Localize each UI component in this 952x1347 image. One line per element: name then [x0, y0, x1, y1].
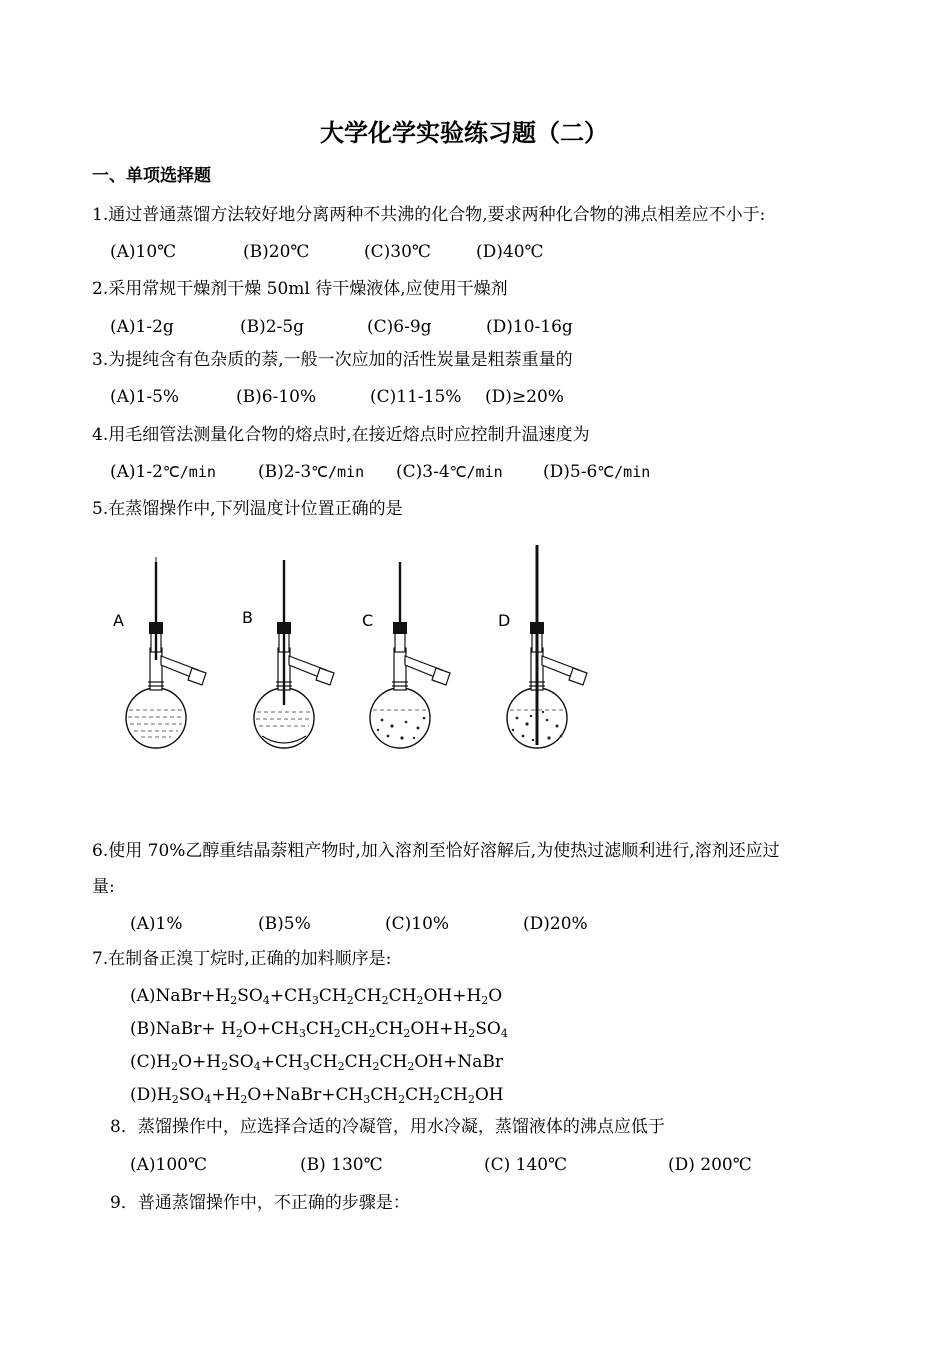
question-5-text: 5.在蒸馏操作中,下列温度计位置正确的是: [92, 499, 403, 519]
figure-label-d: D: [498, 611, 511, 630]
question-9-text: 9．普通蒸馏操作中，不正确的步骤是：: [110, 1193, 410, 1213]
q2-option-c: (C)6-9g: [367, 317, 432, 337]
q7-option-c: $(C)H_2O+H_2SO_4+CH_3CH_2CH_2CH_2OH+NaBr$: [130, 1052, 503, 1073]
apparatus-b: [254, 560, 334, 748]
q2-option-d: (D)10-16g: [486, 317, 573, 337]
q1-option-c: (C)30℃: [364, 242, 431, 262]
q1-option-d: (D)40℃: [476, 242, 544, 262]
q8-option-d: (D) 200℃: [668, 1155, 752, 1175]
question-2-text: 2.采用常规干燥剂干燥 50ml 待干燥液体,应使用干燥剂: [92, 279, 508, 299]
q6-option-d: (D)20%: [523, 914, 588, 934]
question-1-text: 1.通过普通蒸馏方法较好地分离两种不共沸的化合物,要求两种化合物的沸点相差应不小于:: [92, 205, 766, 225]
q7-option-b: (B)NaBr+ $H_2O+CH_3CH_2CH_2CH_2OH+H_2SO_4$: [130, 1019, 508, 1040]
question-7-text: 7.在制备正溴丁烷时,正确的加料顺序是:: [92, 949, 392, 969]
q4-option-b: (B)2-3℃/min: [258, 462, 365, 482]
figure-label-a: A: [113, 611, 124, 630]
q1-option-b: (B)20℃: [243, 242, 310, 262]
question-3-text: 3.为提纯含有色杂质的萘,一般一次应加的活性炭量是粗萘重量的: [92, 350, 573, 370]
q3-option-b: (B)6-10%: [236, 387, 317, 407]
q3-option-c: (C)11-15%: [370, 387, 462, 407]
q8-option-a: (A)100℃: [130, 1155, 208, 1175]
q3-option-a: (A)1-5%: [110, 387, 180, 407]
q7-option-d: $(D)H_2SO_4+H_2O+NaBr+CH_3CH_2CH_2CH_2OH$: [130, 1085, 504, 1106]
q3-option-d: (D)≥20%: [485, 387, 564, 407]
section-heading: 一、单项选择题: [92, 166, 211, 186]
q8-option-b: (B) 130℃: [300, 1155, 383, 1175]
q4-option-c: (C)3-4℃/min: [396, 462, 503, 482]
q6-option-a: (A)1%: [130, 914, 183, 934]
q6-option-c: (C)10%: [385, 914, 450, 934]
q8-option-c: (C) 140℃: [484, 1155, 568, 1175]
page-title: 大学化学实验练习题（二）: [320, 118, 608, 147]
apparatus-d: [507, 545, 587, 748]
q2-option-a: (A)1-2g: [110, 317, 174, 337]
question-6-text-line2: 量:: [92, 877, 115, 897]
question-4-text: 4.用毛细管法测量化合物的熔点时,在接近熔点时应控制升温速度为: [92, 425, 590, 445]
q7-option-a: $(A)NaBr+H_2SO_4+CH_3CH_2CH_2CH_2OH+H_2O$: [130, 986, 503, 1007]
apparatus-c: [370, 562, 450, 748]
distillation-apparatus-figure: [100, 540, 620, 790]
q2-option-b: (B)2-5g: [240, 317, 305, 337]
figure-label-b: B: [242, 608, 253, 627]
question-8-text: 8．蒸馏操作中，应选择合适的冷凝管，用水冷凝，蒸馏液体的沸点应低于: [110, 1117, 665, 1137]
apparatus-a: [126, 557, 206, 748]
question-6-text-line1: 6.使用 70%乙醇重结晶萘粗产物时,加入溶剂至恰好溶解后,为使热过滤顺利进行,溶剂还应过: [92, 841, 780, 861]
q4-option-a: (A)1-2℃/min: [110, 462, 216, 482]
q6-option-b: (B)5%: [258, 914, 311, 934]
q1-option-a: (A)10℃: [110, 242, 177, 262]
q4-option-d: (D)5-6℃/min: [543, 462, 651, 482]
figure-label-c: C: [362, 611, 374, 630]
